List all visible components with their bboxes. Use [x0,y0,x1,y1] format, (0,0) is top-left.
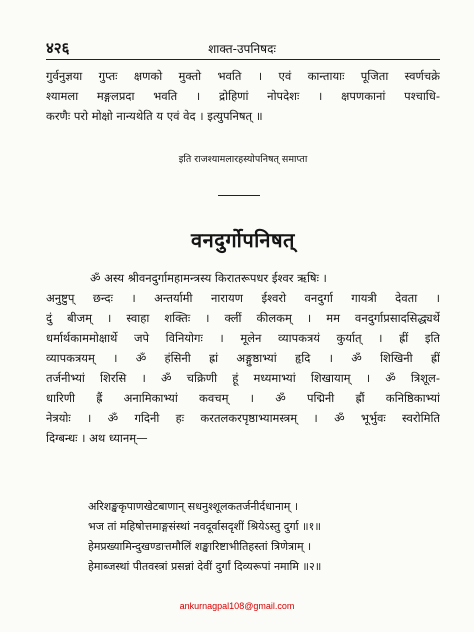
page-number: ४२६ [46,39,70,57]
closing-line: गुर्वनुज्ञया गुप्तः क्षणको मुक्तो भवति । एवं कान्तायाः पूजिता स्वर्णचक्रे [46,69,440,83]
closing-line: करणैः परो मोक्षो नान्यथेति य एवं वेद । इत्युपनिषत् ॥ [46,109,263,123]
text-line: धर्मार्थकाममोक्षार्थे जपे विनियोगः । मूलेन व्यापकत्रयं कुर्यात् । ह्रीं इति [46,331,440,345]
text-line: व्यापकत्रयम् । ॐ हंसिनी ह्रां अङ्गुष्ठाभ्यां हृदि । ॐ शिखिनी ह्रीं [46,351,440,365]
text-line: दुं बीजम् । स्वाहा शक्तिः । क्लीं कीलकम् । मम वनदुर्गाप्रसादसिद्ध्यर्थे [46,311,440,325]
header-rule [46,59,440,60]
text-line: नेत्रयोः । ॐ गदिनी हः करतलकरपृष्ठाभ्यामस्त्रम् । ॐ भूर्भुवः स्वरोमिति [46,411,440,425]
section-title: वनदुर्गोपनिषत् [191,228,295,252]
footer-email: ankurnagpal108@gmail.com [179,601,295,611]
closing-line: श्यामला मङ्गलप्रदा भवति । द्रोहिणां नोपदेशः । क्षपणकानां पश्चाधि- [46,89,440,103]
closing-passage [46,66,440,126]
main-text [46,268,440,448]
dhyana-verses [88,497,444,577]
verse-line: भज तां महिषोत्तमाङ्गसंस्थां नवदूर्वासदृशीं श्रियेऽस्तु दुर्गा ॥१॥ [88,520,321,533]
page-header [46,38,438,60]
text-line: ॐ अस्य श्रीवनदुर्गामहामन्त्रस्य किरातरूपधर ईश्वर ऋषिः । [90,271,327,285]
verse-line: हेमाब्जस्थां पीतवस्त्रां प्रसन्नां देवीं दुर्गां दिव्यरूपां नमामि ॥२॥ [88,560,322,573]
text-line: धारिणी ह्रैं अनामिकाभ्यां कवचम् । ॐ पद्मिनी ह्रौं कनिष्ठिकाभ्यां [46,391,440,405]
running-head: शाक्त-उपनिषदः [208,42,276,56]
verse-line: हेमप्रख्यामिन्दुखण्डात्तमौलिं शङ्खारिष्टाभीतिहस्तां त्रिणेत्राम् । [88,540,312,553]
text-line: तर्जनीभ्यां शिरसि । ॐ चक्रिणी हूं मध्यमाभ्यां शिखायाम् । ॐ त्रिशूल- [46,371,440,385]
text-line: अनुष्टुप् छन्दः । अन्तर्यामी नारायण ईश्वरो वनदुर्गा गायत्री देवता । [46,291,440,305]
text-line: दिग्बन्धः । अथ ध्यानम्— [46,431,148,445]
colophon: इति राजश्यामलारहस्योपनिषत् समाप्ता [178,154,308,165]
section-divider [218,195,260,196]
verse-line: अरिशङ्खकृपाणखेटबाणान् सधनुश्शूलकतर्जनीर्दधानाम् । [88,500,299,513]
